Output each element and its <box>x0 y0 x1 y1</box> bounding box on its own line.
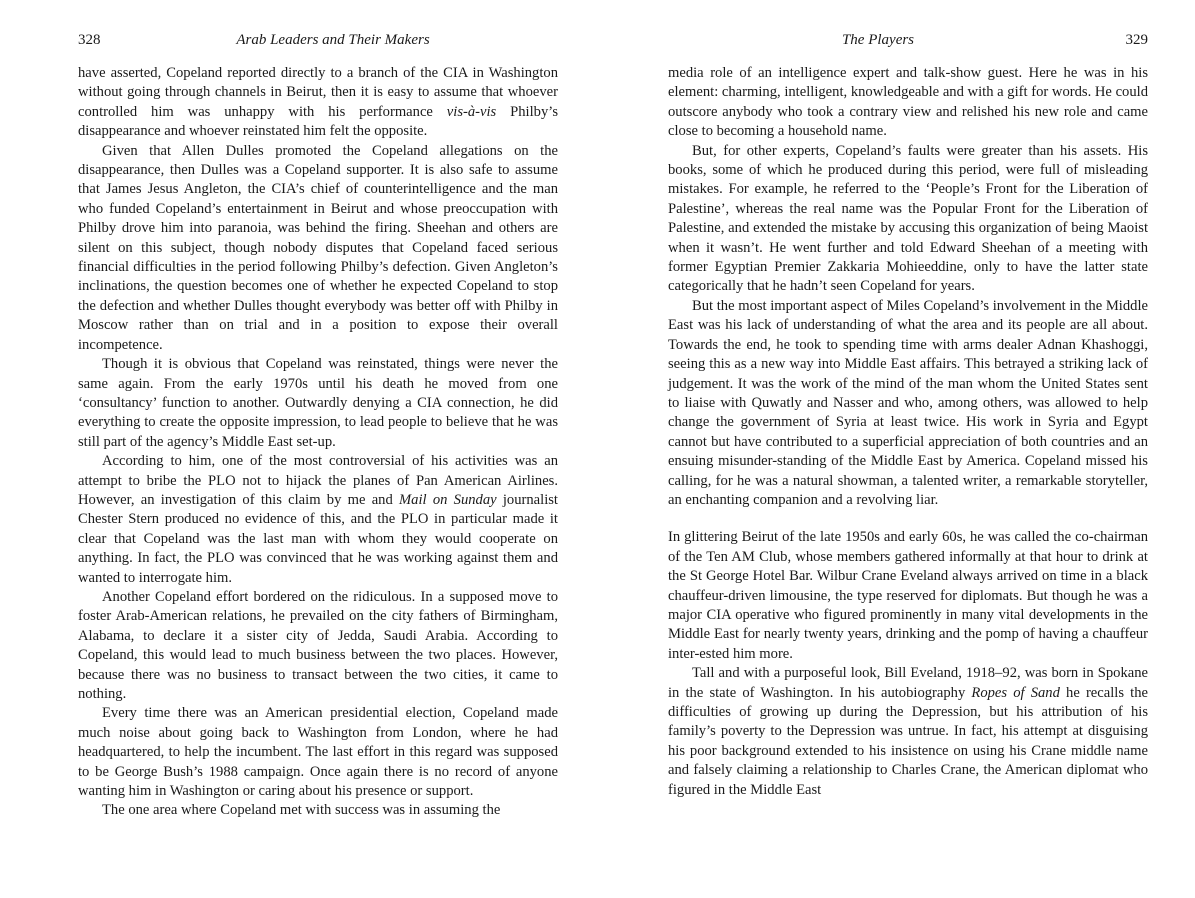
paragraph-text: Every time there was an American presidential election, Copeland made much noise about going back to Washington from London, where he had headquartered, to help the incumbent. The last effort in this regard was supposed to be George Bush’s 1988 campaign. Once again there is no record of anyone wanting him in Washington or caring about his presence or support. <box>78 705 558 800</box>
running-head-left <box>78 20 558 60</box>
paragraph-text: Another Copeland effort bordered on the ridiculous. In a supposed move to foster Arab-American relations, he prevailed on the city fathers of Birmingham, Alabama, to declare it a sister city of Jedda, Saudi Arabia. According to Copeland, this would lead to much business between the two places. However, because there was no business to transact between the two cities, it came to nothing. <box>78 588 558 702</box>
right-page <box>668 0 1148 800</box>
paragraph-text: Though it is obvious that Copeland was reinstated, things were never the same again. From the early 1970s until his death he moved from one ‘consultancy’ function to another. Outwardly denying a CIA connection, he did everything to create the opposite impression, to lead people to believe that he was still part of the agency’s Middle East set-up. <box>78 356 558 450</box>
paragraph-text: But, for other experts, Copeland’s faults were greater than his assets. His books, some of which he produced during this period, were full of misleading mistakes. For example, he referred to the ‘People’s Front for the Liberation of Palestine’, whereas the real name was the Popular Front for the Liberation of Palestine, and extended the mistake by accusing this organization of being Maoist when it wasn’t. He went further and told Edward Sheehan of a meeting with former Egyptian Premier Zakkaria Mohieeddine, only to have the latter state categorically that he hadn’t seen Copeland for years. <box>668 142 1148 295</box>
paragraph-text: he recalls the difficulties of growing up during the Depression, but his attribution of his family’s poverty to the Depression was untrue. In fact, his attempt at disguising his poor background extended to his insistence on using his Crane middle name and falsely claiming a relationship to Charles Crane, the American diplomat who figured in the Middle East <box>668 684 1148 798</box>
body-text <box>78 64 558 821</box>
paragraph <box>668 528 1148 664</box>
paragraph <box>78 452 558 588</box>
page-number: 328 <box>78 32 101 48</box>
running-head-right <box>668 20 1148 60</box>
paragraph-text: Given that Allen Dulles promoted the Copeland allegations on the disappearance, then Dulles was a Copeland supporter. It is also safe to assume that James Jesus Angleton, the CIA’s chief of counterintelligence and the man who funded Copeland’s entertainment in Beirut and whose preoccupation with Philby drove him into paranoia, was behind the firing. Sheehan and others are silent on this subject, though nobody disputes that Copeland faced serious financial difficulties in the period following Philby’s defection. Given Angleton’s inclinations, the question becomes one of whether he expected Copeland to stop the defection and whether Dulles thought everybody was better off with Philby in Moscow rather than on trial and in a position to expose their overall incompetence. <box>78 142 558 353</box>
page-number: 329 <box>1125 32 1148 48</box>
paragraph-text: But the most important aspect of Miles Copeland’s involvement in the Middle East was his lack of understanding of what the area and its people are all about. Towards the end, he took to spending time with arms dealer Adnan Khashoggi, seeing this as a new way into Middle East affairs. This betrayed a striking lack of judgement. It was the work of the mind of the man whom the United States sent to liaise with Quwatly and Nasser and who, among others, was allowed to help change the government of Syria at least twice. His work in Syria and Egypt cannot but have contributed to a superficial appreciation of both countries and an ensuing misunder-standing of the Middle East by America. Copeland missed his calling, for he was a natural showman, a talented writer, a remarkable storyteller, an enchanting companion and a revolving liar. <box>668 297 1148 508</box>
paragraph <box>78 801 558 820</box>
left-page <box>78 0 558 821</box>
paragraph <box>668 142 1148 297</box>
body-text <box>668 64 1148 800</box>
paragraph-text: media role of an intelligence expert and talk-show guest. Here he was in his element: charming, intelligent, knowledgeable and with a gift for words. He could outscore anybody who took a contrary view and relished his new role and came close to becoming a household name. <box>668 65 1148 140</box>
paragraph <box>78 64 558 142</box>
paragraph <box>78 355 558 452</box>
paragraph-text: Tall and with a purposeful look, Bill Eveland, 1918–92, was born in Spokane in the state of Washington. In his autobiography <box>668 665 1148 701</box>
paragraph-text: According to him, one of the most controversial of his activities was an attempt to bribe the PLO not to hijack the planes of Pan American Airlines. However, an investigation of this claim by me and <box>78 453 558 508</box>
paragraph-text: have asserted, Copeland reported directly to a branch of the CIA in Washington without going through channels in Beirut, then it is easy to assume that whoever controlled him was unhappy with his performance <box>78 65 558 120</box>
paragraph <box>668 297 1148 510</box>
paragraph <box>78 588 558 704</box>
italic-text: Mail on Sunday <box>399 491 497 508</box>
paragraph <box>78 142 558 355</box>
italic-text: vis-à-vis <box>446 103 497 120</box>
paragraph-text: Philby’s disappearance and whoever reinstated him felt the opposite. <box>78 103 558 140</box>
paragraph <box>668 64 1148 142</box>
running-title: The Players <box>841 32 915 48</box>
paragraph <box>78 704 558 801</box>
paragraph-text: In glittering Beirut of the late 1950s and early 60s, he was called the co-chairman of the Ten AM Club, whose members gathered informally at that hour to drink at the St George Hotel Bar. Wilbur Crane Eveland always arrived on time in a black chauffeur-driven limousine, the type reserved for diplomats. But though he was a major CIA operative who figured prominently in many vital developments in the Middle East for nearly twenty years, drinking and the pomp of having a chauffeur inter-ested him more. <box>668 529 1148 662</box>
italic-text: Ropes of Sand <box>971 684 1060 701</box>
paragraph-text: The one area where Copeland met with success was in assuming the <box>102 802 501 819</box>
paragraph-text: journalist Chester Stern produced no evidence of this, and the PLO in particular made it clear that Copeland was the last man with whom they would cooperate on anything. In fact, the PLO was convinced that he was working against them and wanted to interrogate him. <box>78 491 558 586</box>
paragraph <box>668 664 1148 800</box>
running-title: Arab Leaders and Their Makers <box>236 32 430 48</box>
